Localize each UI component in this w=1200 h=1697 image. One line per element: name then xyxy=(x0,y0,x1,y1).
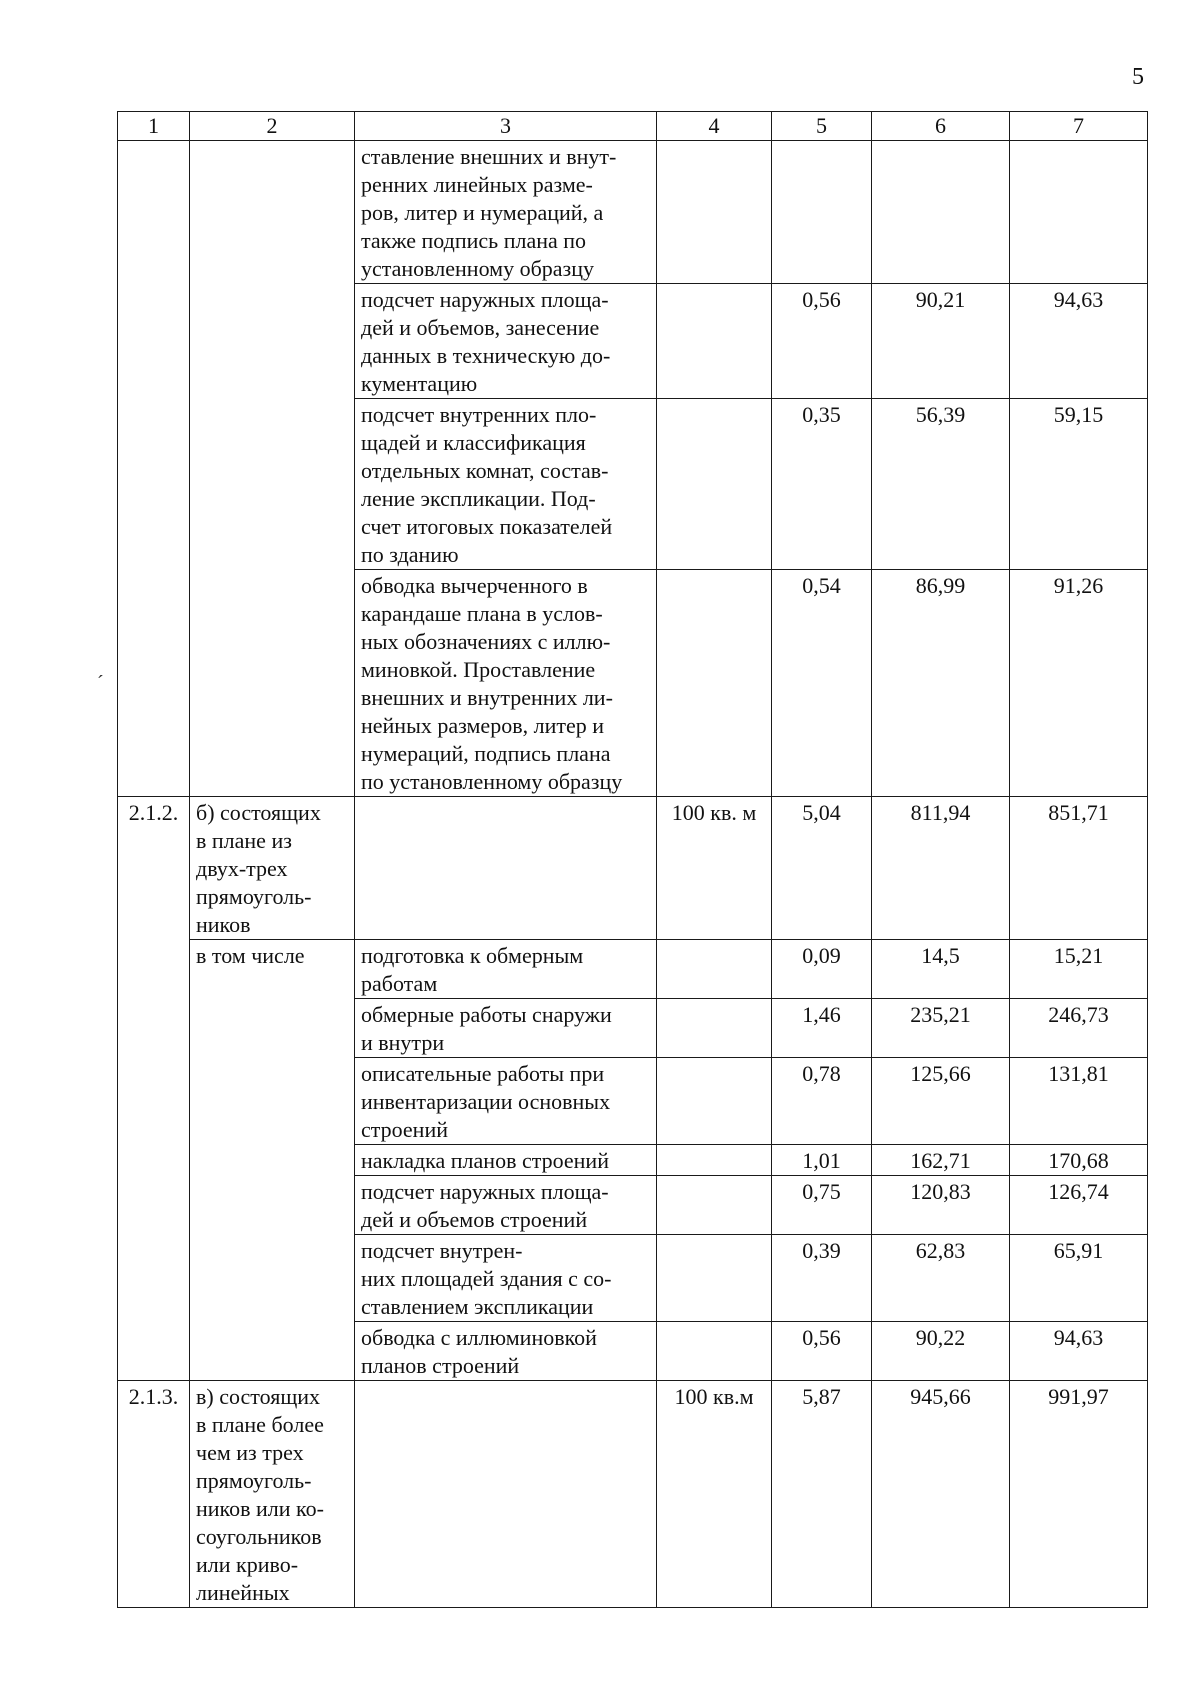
unit-cell: 100 кв. м xyxy=(657,797,772,940)
price-vat-cell: 94,63 xyxy=(1010,284,1148,399)
work-description-cell: подсчет внутрен- них площадей здания с со- ставлением экспликации xyxy=(355,1235,657,1322)
price-vat-cell: 65,91 xyxy=(1010,1235,1148,1322)
work-description-cell: подсчет внутренних пло- щадей и классификация отдельных комнат, состав- ление экспликации. Под- счет итоговых показателей по зданию xyxy=(355,399,657,570)
unit-cell xyxy=(657,399,772,570)
work-description-cell: описательные работы при инвентаризации основных строений xyxy=(355,1058,657,1145)
price-vat-cell: 126,74 xyxy=(1010,1176,1148,1235)
norm-cell: 5,87 xyxy=(772,1381,872,1608)
header-cell: 1 xyxy=(118,112,190,141)
norm-cell: 0,78 xyxy=(772,1058,872,1145)
unit-cell xyxy=(657,1145,772,1176)
work-description-cell: подсчет наружных площа- дей и объемов, занесение данных в техническую до- кументацию xyxy=(355,284,657,399)
page-number: 5 xyxy=(1132,64,1144,90)
price-cell: 120,83 xyxy=(872,1176,1010,1235)
norm-cell xyxy=(772,141,872,284)
price-cell: 125,66 xyxy=(872,1058,1010,1145)
work-description-cell: ставление внешних и внут- ренних линейных разме- ров, литер и нумераций, а также подпись плана по установленному образцу xyxy=(355,141,657,284)
norm-cell: 1,01 xyxy=(772,1145,872,1176)
price-vat-cell: 170,68 xyxy=(1010,1145,1148,1176)
price-vat-cell: 131,81 xyxy=(1010,1058,1148,1145)
work-description-cell: обводка вычерченного в карандаше плана в услов- ных обозначениях с иллю- миновкой. Проставление внешних и внутренних ли- нейных размеров, литер и нумераций, подпись плана по установленному образцу xyxy=(355,570,657,797)
header-cell: 2 xyxy=(190,112,355,141)
price-cell: 90,22 xyxy=(872,1322,1010,1381)
table-header-row xyxy=(118,112,1148,141)
work-description-cell: обводка с иллюминовкой планов строений xyxy=(355,1322,657,1381)
price-vat-cell: 851,71 xyxy=(1010,797,1148,940)
item-name-cell: б) состоящих в плане из двух-трех прямоуголь- ников xyxy=(190,797,355,940)
price-vat-cell: 246,73 xyxy=(1010,999,1148,1058)
header-cell: 4 xyxy=(657,112,772,141)
item-number-cell: 2.1.2. xyxy=(118,797,190,1381)
price-vat-cell: 94,63 xyxy=(1010,1322,1148,1381)
table-row xyxy=(118,797,1148,940)
price-cell: 14,5 xyxy=(872,940,1010,999)
item-number-cell xyxy=(118,141,190,797)
rates-table xyxy=(117,111,1148,1608)
norm-cell: 0,56 xyxy=(772,284,872,399)
price-cell: 62,83 xyxy=(872,1235,1010,1322)
header-cell: 5 xyxy=(772,112,872,141)
unit-cell xyxy=(657,1322,772,1381)
unit-cell xyxy=(657,284,772,399)
price-cell: 86,99 xyxy=(872,570,1010,797)
price-cell: 235,21 xyxy=(872,999,1010,1058)
price-cell: 56,39 xyxy=(872,399,1010,570)
price-vat-cell: 59,15 xyxy=(1010,399,1148,570)
norm-cell: 0,39 xyxy=(772,1235,872,1322)
work-description-cell xyxy=(355,1381,657,1608)
stray-mark: ´ xyxy=(97,672,104,694)
table-row xyxy=(118,1381,1148,1608)
norm-cell: 0,09 xyxy=(772,940,872,999)
norm-cell: 1,46 xyxy=(772,999,872,1058)
price-cell: 162,71 xyxy=(872,1145,1010,1176)
header-cell: 3 xyxy=(355,112,657,141)
unit-cell xyxy=(657,999,772,1058)
norm-cell: 0,75 xyxy=(772,1176,872,1235)
norm-cell: 5,04 xyxy=(772,797,872,940)
item-name-cell: в том числе xyxy=(190,940,355,1381)
work-description-cell: обмерные работы снаружи и внутри xyxy=(355,999,657,1058)
price-vat-cell: 15,21 xyxy=(1010,940,1148,999)
price-cell: 811,94 xyxy=(872,797,1010,940)
work-description-cell: подсчет наружных площа- дей и объемов строений xyxy=(355,1176,657,1235)
unit-cell xyxy=(657,1176,772,1235)
work-description-cell: накладка планов строений xyxy=(355,1145,657,1176)
header-cell: 7 xyxy=(1010,112,1148,141)
price-vat-cell: 991,97 xyxy=(1010,1381,1148,1608)
price-cell xyxy=(872,141,1010,284)
price-vat-cell: 91,26 xyxy=(1010,570,1148,797)
norm-cell: 0,56 xyxy=(772,1322,872,1381)
price-cell: 945,66 xyxy=(872,1381,1010,1608)
work-description-cell: подготовка к обмерным работам xyxy=(355,940,657,999)
unit-cell xyxy=(657,1235,772,1322)
norm-cell: 0,54 xyxy=(772,570,872,797)
work-description-cell xyxy=(355,797,657,940)
header-cell: 6 xyxy=(872,112,1010,141)
table-row xyxy=(118,940,1148,999)
unit-cell xyxy=(657,1058,772,1145)
table-row xyxy=(118,141,1148,284)
price-vat-cell xyxy=(1010,141,1148,284)
item-name-cell: в) состоящих в плане более чем из трех прямоуголь- ников или ко- соугольников или криво- линейных xyxy=(190,1381,355,1608)
item-name-cell xyxy=(190,141,355,797)
price-cell: 90,21 xyxy=(872,284,1010,399)
unit-cell xyxy=(657,141,772,284)
unit-cell: 100 кв.м xyxy=(657,1381,772,1608)
item-number-cell: 2.1.3. xyxy=(118,1381,190,1608)
unit-cell xyxy=(657,940,772,999)
norm-cell: 0,35 xyxy=(772,399,872,570)
unit-cell xyxy=(657,570,772,797)
